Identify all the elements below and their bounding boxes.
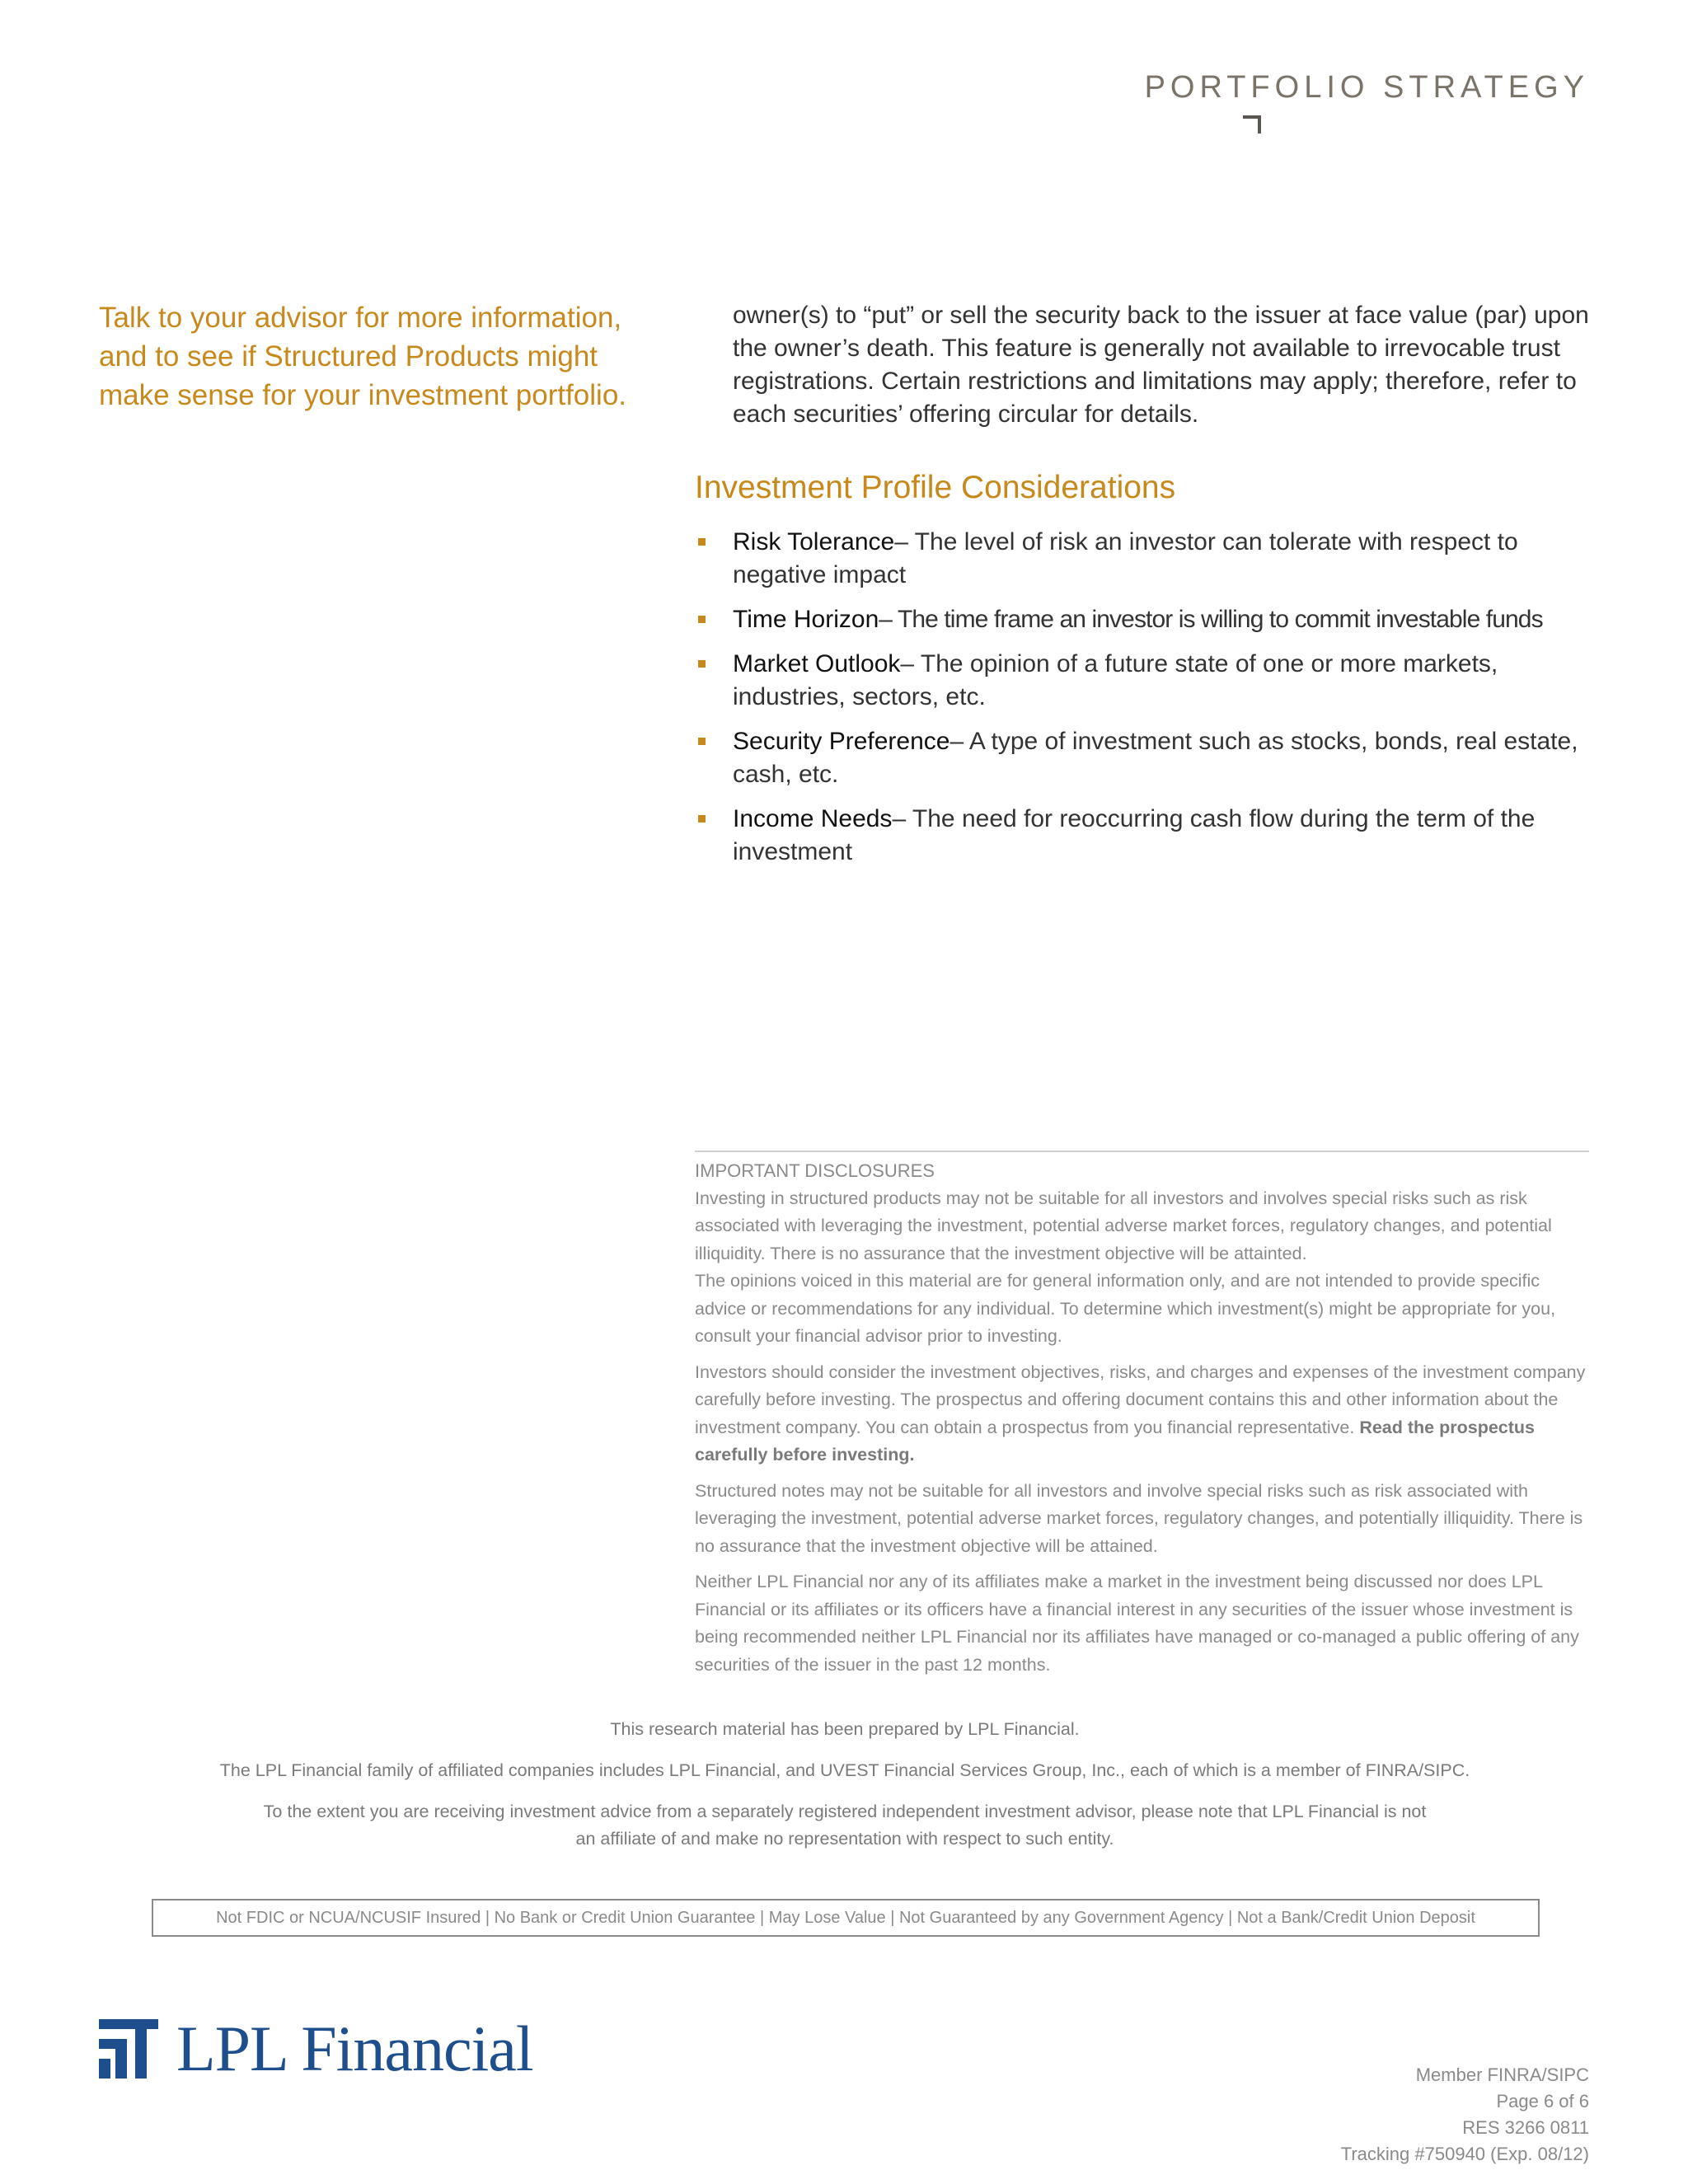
- bullet-text: – A type of investment such as stocks, bonds, real estate, cash, etc.: [733, 728, 1578, 788]
- bullet-text: – The need for reoccurring cash flow during the term of the investment: [733, 805, 1536, 865]
- divider: [695, 1151, 1589, 1152]
- disclosure-bold-text: Read the prospectus carefully before investing.: [695, 1417, 1535, 1465]
- bullet-square-icon: [698, 815, 706, 823]
- list-item: [695, 603, 1601, 636]
- bullet-term: Market Outlook: [733, 650, 901, 677]
- bullet-term: Risk Tolerance: [733, 528, 895, 555]
- considerations-list: [695, 526, 1601, 880]
- disclosure-paragraph: [695, 1359, 1589, 1469]
- disclosure-paragraph: The opinions voiced in this material are for general information only, and are not intended to provide specific advice or recommendations for any individual. To determine which investment(s) might be appropriate for you, consult your financial advisor prior to investing.: [695, 1271, 1556, 1346]
- list-item: [695, 725, 1601, 791]
- intro-paragraph: owner(s) to “put” or sell the security back to the issuer at face value (par) upon the owner’s death. This feature is generally not available to irrevocable trust registrations. Certain restrictions and limitations may apply; therefore, refer to each securities’ offering circular for details.: [733, 302, 1589, 428]
- list-item: [695, 803, 1601, 869]
- notice-box: Not FDIC or NCUA/NCUSIF Insured | No Bank or Credit Union Guarantee | May Lose Value | Not Guaranteed by any Government Agency | Not a Bank/Credit Union Deposit: [152, 1899, 1540, 1937]
- bullet-text: – The level of risk an investor can tolerate with respect to negative impact: [733, 528, 1518, 588]
- section-heading: Investment Profile Considerations: [695, 470, 1176, 505]
- note-prepared: This research material has been prepared by LPL Financial.: [610, 1719, 1080, 1739]
- disclosure-paragraph: Structured notes may not be suitable for all investors and involve special risks such as risk associated with leveraging the investment, potential adverse market forces, regulatory changes, and potentially illiquidity. There is no assurance that the investment objective will be attained.: [695, 1480, 1583, 1556]
- bullet-square-icon: [698, 538, 706, 546]
- bullet-text: – The time frame an investor is willing to commit investable funds: [879, 606, 1543, 633]
- footer-meta: [1341, 2062, 1589, 2168]
- note-family: The LPL Financial family of affiliated companies includes LPL Financial, and UVEST Financial Services Group, Inc., each of which is a member of FINRA/SIPC.: [219, 1760, 1470, 1780]
- bullet-term: Income Needs: [733, 805, 893, 832]
- lpl-logo: [99, 2013, 533, 2084]
- disclosure-paragraph: Neither LPL Financial nor any of its affiliates make a market in the investment being discussed nor does LPL Financial or its affiliates or its officers have a financial interest in any securities of the issuer whose investment is being recommended neither LPL Financial nor its affiliates have managed or co-managed a public offering of any securities of the issuer in the past 12 months.: [695, 1572, 1579, 1675]
- footer-tracking: Tracking #750940 (Exp. 08/12): [1340, 2144, 1589, 2164]
- footer-member: Member FINRA/SIPC: [1415, 2064, 1589, 2085]
- disclosure-paragraph: Investing in structured products may not be suitable for all investors and involves special risks such as risk associated with leveraging the investment, potential adverse market forces, regulatory changes, and potential illiquidity. There is no assurance that the investment objective will be attainted.: [695, 1188, 1552, 1263]
- footer-page: Page 6 of 6: [1496, 2091, 1589, 2111]
- footer-res: RES 3266 0811: [1462, 2117, 1589, 2138]
- corner-mark-icon: [1243, 115, 1261, 134]
- lpl-logo-icon: [99, 2019, 158, 2079]
- list-item: [695, 648, 1601, 714]
- disclosures: [695, 1157, 1589, 1687]
- header-title: PORTFOLIO STRATEGY: [1144, 70, 1589, 105]
- disclosures-title: IMPORTANT DISCLOSURES: [695, 1160, 935, 1181]
- bullet-square-icon: [698, 738, 706, 745]
- bullet-square-icon: [698, 616, 706, 623]
- note-advisor: To the extent you are receiving investment advice from a separately registered independent investment advisor, please note that LPL Financial is not an affiliate of and make no representation with respect to such entity.: [263, 1802, 1427, 1849]
- bullet-square-icon: [698, 660, 706, 668]
- disclosure-text: Investors should consider the investment objectives, risks, and charges and expenses of the investment company carefully before investing. The prospectus and offering document contains this and other information about the investment company. You can obtain a prospectus from you financial representative.: [695, 1361, 1586, 1437]
- center-notes: [132, 1716, 1558, 1867]
- bullet-term: Security Preference: [733, 728, 950, 755]
- logo-text: LPL Financial: [176, 2013, 533, 2084]
- list-item: [695, 526, 1601, 592]
- bullet-text: – The opinion of a future state of one or more markets, industries, sectors, etc.: [733, 650, 1498, 710]
- bullet-term: Time Horizon: [733, 606, 879, 633]
- sidebar-callout: Talk to your advisor for more information, and to see if Structured Products might make sense for your investment portfolio.: [99, 302, 627, 411]
